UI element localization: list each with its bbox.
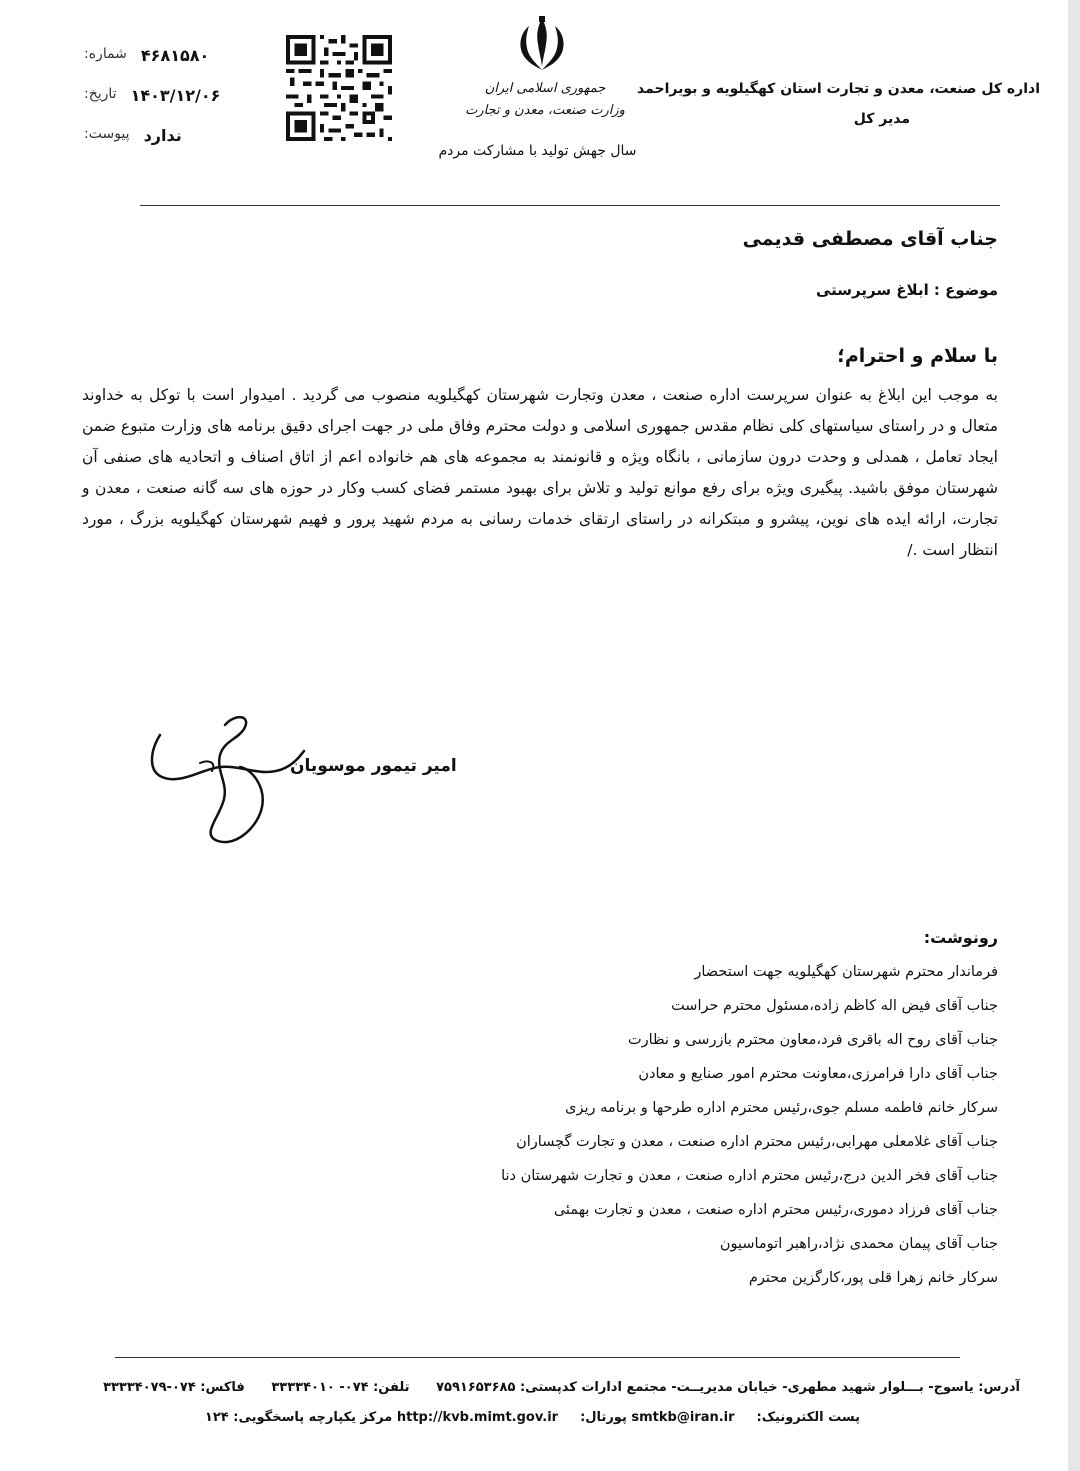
- cc-item: جناب آقای روح اله باقری فرد،معاون محترم بازرسی و نظارت: [627, 1032, 998, 1048]
- cc-item: جناب آقای دارا فرامرزی،معاونت محترم امور صنایع و معادن: [638, 1066, 998, 1082]
- org-role: مدیر کل: [853, 111, 910, 127]
- subject: موضوع : ابلاغ سرپرستی: [815, 281, 998, 299]
- emblem-ministry: وزارت صنعت، معدن و تجارت: [465, 103, 625, 118]
- cc-item: جناب آقای فرزاد دموری،رئیس محترم اداره صنعت ، معدن و تجارت بهمئی: [553, 1202, 998, 1218]
- signature-icon: [140, 705, 330, 855]
- cc-item: سرکار خانم زهرا قلی پور،کارگزین محترم: [748, 1270, 998, 1286]
- date-value: ۱۴۰۳/۱۲/۰۶: [130, 86, 221, 105]
- footer-divider: [115, 1357, 960, 1358]
- number-value: ۴۶۸۱۵۸۰: [140, 46, 210, 65]
- signer-name: امیر تیمور موسویان: [290, 756, 457, 776]
- cc-item: سرکار خانم فاطمه مسلم جوی،رئیس محترم اداره طرحها و برنامه ریزی: [565, 1100, 998, 1116]
- letter-date: [84, 86, 254, 105]
- footer-address: آدرس: یاسوج- بـــلوار شهید مطهری- خیابان مدیریــت- مجتمع ادارات کدپستی: ۷۵۹۱۶۵۳۶۸۵: [436, 1380, 1020, 1395]
- footer-contact: [60, 1380, 1020, 1395]
- footer-helpline: مرکز یکپارچه پاسخگویی: ۱۲۴: [204, 1410, 393, 1425]
- footer-online: [200, 1410, 860, 1425]
- cc-item: جناب آقای پیمان محمدی نژاد،راهبر اتوماسیون: [719, 1236, 998, 1252]
- header-divider: [140, 205, 1000, 206]
- greeting: با سلام و احترام؛: [837, 345, 998, 367]
- footer-email[interactable]: smtkb@iran.ir: [631, 1410, 735, 1425]
- emblem-icon: [505, 14, 579, 74]
- footer-portal-label: پورتال:: [580, 1410, 627, 1425]
- qr-code-icon: [286, 35, 392, 141]
- emblem-caption: [460, 78, 630, 122]
- letter-number: [84, 46, 254, 65]
- footer-portal-link[interactable]: http://kvb.mimt.gov.ir: [396, 1410, 559, 1425]
- attachment-label: پیوست:: [84, 126, 130, 142]
- recipient: جناب آقای مصطفی قدیمی: [742, 228, 998, 250]
- emblem-country: جمهوری اسلامی ایران: [484, 81, 606, 96]
- cc-list: [501, 958, 998, 1298]
- cc-item: جناب آقای فخر الدین درج،رئیس محترم اداره صنعت ، معدن و تجارت شهرستان دنا: [501, 1168, 998, 1184]
- letter-body: به موجب این ابلاغ به عنوان سرپرست اداره صنعت ، معدن وتجارت شهرستان کهگیلویه منصوب می گردید . امیدوار است با توکل به خداوند متعال و در راستای سیاستهای کلی نظام مقدس جمهوری اسلامی و دولت محترم وفاق ملی در جهت اجرای دقیق برنامه های وزارت متبوع ضمن ایجاد تعامل ، همدلی و وحدت درون سازمانی ، بانگاه ویژه و قانونمند به مجموعه های هم خانواده اعم از اتاق اصناف و اتحادیه های صنفی آن شهرستان موفق باشید. پیگیری ویژه برای رفع موانع تولید و تلاش برای بهبود مستمر فضای کسب وکار در حوزه های سه گانه صنعت ، معدن و تجارت، ارائه ایده های نوین، پیشرو و مبتکرانه در راستای ارتقای خدمات رسانی به مردم شهید پرور و فهیم شهرستان کهگیلویه بزرگ ، مورد انتظار است ./: [82, 386, 998, 559]
- cc-item: فرماندار محترم شهرستان کهگیلویه جهت استحضار: [694, 964, 998, 980]
- year-slogan: سال جهش تولید با مشارکت مردم: [438, 143, 637, 159]
- date-label: تاریخ:: [84, 86, 117, 102]
- number-label: شماره:: [84, 46, 127, 62]
- footer-fax: فاکس: ۰۷۴-۳۳۳۳۴۰۷۹: [103, 1380, 245, 1395]
- footer-phone: تلفن: ۰۷۴- ۳۳۳۳۴۰۱۰: [271, 1380, 410, 1395]
- cc-item: جناب آقای غلامعلی مهرابی،رئیس محترم اداره صنعت ، معدن و تجارت گچساران: [516, 1134, 998, 1150]
- footer-email-label: پست الکترونیک:: [756, 1410, 860, 1425]
- cc-title: رونوشت:: [923, 928, 998, 947]
- org-name: اداره کل صنعت، معدن و تجارت استان کهگیلویه و بویراحمد: [637, 81, 1040, 97]
- organization-heading: [620, 74, 1040, 134]
- letter-attachment: [84, 126, 254, 145]
- attachment-value: ندارد: [143, 126, 182, 145]
- page-edge: [1068, 0, 1080, 1471]
- cc-item: جناب آقای فیض اله کاظم زاده،مسئول محترم حراست: [671, 998, 998, 1014]
